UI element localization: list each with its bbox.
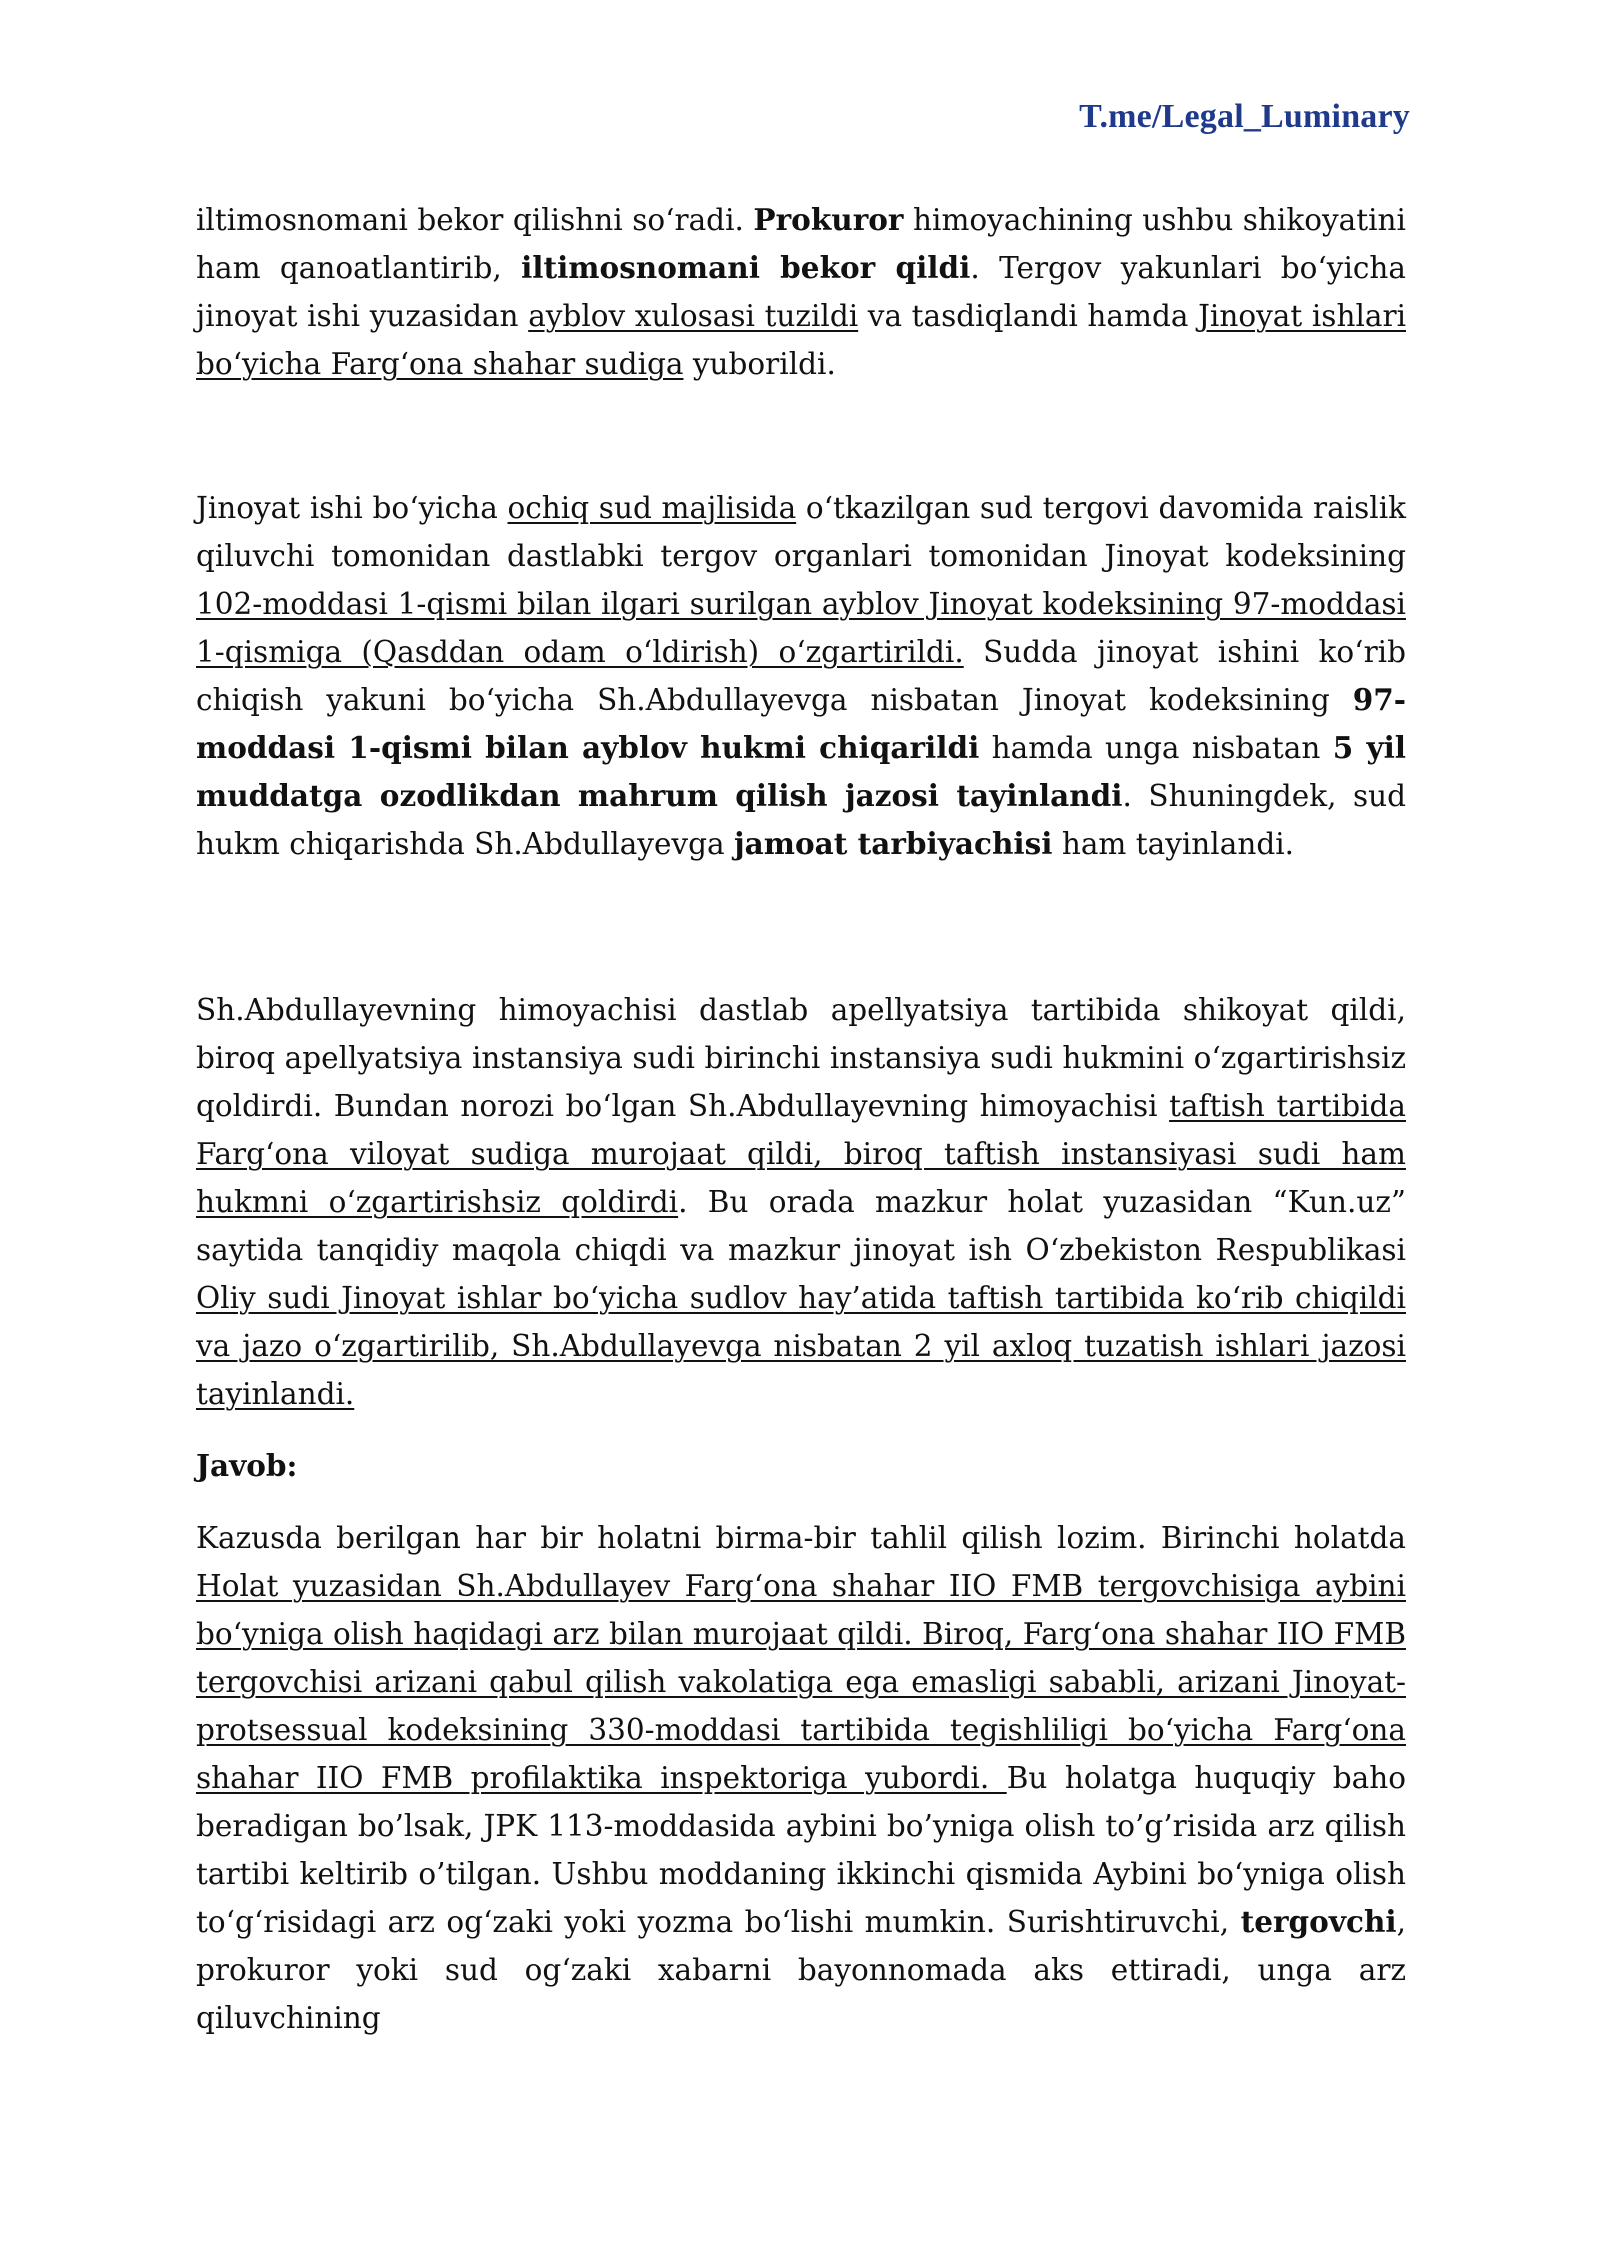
text-run: . Bu orada mazkur holat yuzasidan “Kun.uz” saytida tanqidiy maqola chiqdi va mazkur jinoyat ish Oʻzbekiston Respublikasi xyxy=(196,1185,1406,1267)
underlined-text: ayblov xulosasi tuzildi xyxy=(528,299,859,333)
text-run: yuborildi. xyxy=(683,347,836,381)
paragraph-answer xyxy=(196,1514,1406,2042)
paragraph-prosecutor-decision xyxy=(196,196,1406,388)
telegram-channel-link[interactable]: T.me/Legal_Luminary xyxy=(1079,98,1410,135)
document-body xyxy=(196,196,1406,2042)
paragraph-court-trial xyxy=(196,484,1406,868)
bold-text: Prokuror xyxy=(753,202,904,237)
bold-text: jamoat tarbiyachisi xyxy=(733,826,1053,861)
paragraph-appeal xyxy=(196,986,1406,1418)
text-run: . Shuningdek, sud hukm chiqarishda Sh.Abdullayevga xyxy=(196,779,1406,861)
text-run: Kazusda berilgan har bir holatni birma-bir tahlil qilish lozim. Birinchi holatda xyxy=(196,1521,1406,1555)
text-run: va tasdiqlandi hamda xyxy=(858,299,1199,333)
bold-text: 5 yil muddatga ozodlikdan mahrum qilish jazosi tayinlandi xyxy=(196,730,1407,813)
underlined-text: Oliy sudi Jinoyat ishlar boʻyicha sudlov hay’atida taftish tartibida koʻrib chiqildi va jazo oʻzgartirilib, Sh.Abdullayevga nisbatan 2 yil axloq tuzatish ishlari jazosi tayinlandi. xyxy=(196,1281,1406,1411)
underlined-text: Holat yuzasidan Sh.Abdullayev Fargʻona shahar IIO FMB tergovchisiga aybini boʻyniga olish haqidagi arz bilan murojaat qildi. Biroq, Fargʻona shahar IIO FMB tergovchisi arizani qabul qilish vakolatiga ega emasligi sababli, arizani Jinoyat-protsessual kodeksining 330-moddasi tartibida tegishliligi boʻyicha Fargʻona shahar IIO FMB profilaktika inspektoriga yubordi. xyxy=(196,1569,1406,1795)
bold-text: tergovchi xyxy=(1240,1904,1397,1939)
bold-text: 97-moddasi 1-qismi bilan ayblov hukmi chiqarildi xyxy=(196,682,1406,765)
text-run: . Tergov yakunlari boʻyicha jinoyat ishi yuzasidan xyxy=(196,251,1406,333)
underlined-text: ochiq sud majlisida xyxy=(507,491,797,525)
text-run: iltimosnomani bekor qilishni soʻradi. xyxy=(196,203,754,237)
text-run: Sh.Abdullayevning himoyachisi dastlab apellyatsiya tartibida shikoyat qildi, biroq apellyatsiya instansiya sudi birinchi instansiya sudi hukmini oʻzgartirishsiz qoldirdi. Bundan norozi boʻlgan Sh.Abdullayevning himoyachisi xyxy=(196,993,1406,1123)
underlined-text: 102-moddasi 1-qismi bilan ilgari surilgan ayblov Jinoyat kodeksining 97-moddasi 1-qismiga (Qasddan odam oʻldirish) oʻzgartirildi. xyxy=(196,587,1406,669)
text-run: hamda unga nisbatan xyxy=(979,731,1333,765)
answer-heading: Javob: xyxy=(196,1448,298,1483)
bold-text: iltimosnomani bekor qildi xyxy=(521,250,971,285)
text-run: Sudda jinoyat ishini koʻrib chiqish yakuni boʻyicha Sh.Abdullayevga nisbatan Jinoyat kodeksining xyxy=(196,635,1406,717)
underlined-text: taftish tartibida Fargʻona viloyat sudiga murojaat qildi, biroq taftish instansiyasi sudi ham hukmni oʻzgartirishsiz qoldirdi xyxy=(196,1089,1406,1219)
text-run: ham tayinlandi. xyxy=(1052,827,1295,861)
text-run: himoyachining ushbu shikoyatini ham qanoatlantirib, xyxy=(196,203,1406,285)
text-run: oʻtkazilgan sud tergovi davomida raislik qiluvchi tomonidan dastlabki tergov organlari tomonidan Jinoyat kodeksining xyxy=(196,491,1407,573)
text-run: Bu holatga huquqiy baho beradigan bo’lsak, JPK 113-moddasida aybini bo’yniga olish to’g’risida arz qilish tartibi keltirib o’tilgan. Ushbu moddaning ikkinchi qismida Aybini boʻyniga olish toʻgʻrisidagi arz ogʻzaki yoki yozma boʻlishi mumkin. Surishtiruvchi, xyxy=(196,1761,1406,1939)
text-run: , prokuror yoki sud ogʻzaki xabarni bayonnomada aks ettiradi, unga arz qiluvchining xyxy=(196,1905,1406,2035)
underlined-text: Jinoyat ishlari boʻyicha Fargʻona shahar sudiga xyxy=(196,299,1406,381)
text-run: Jinoyat ishi boʻyicha xyxy=(196,491,508,525)
